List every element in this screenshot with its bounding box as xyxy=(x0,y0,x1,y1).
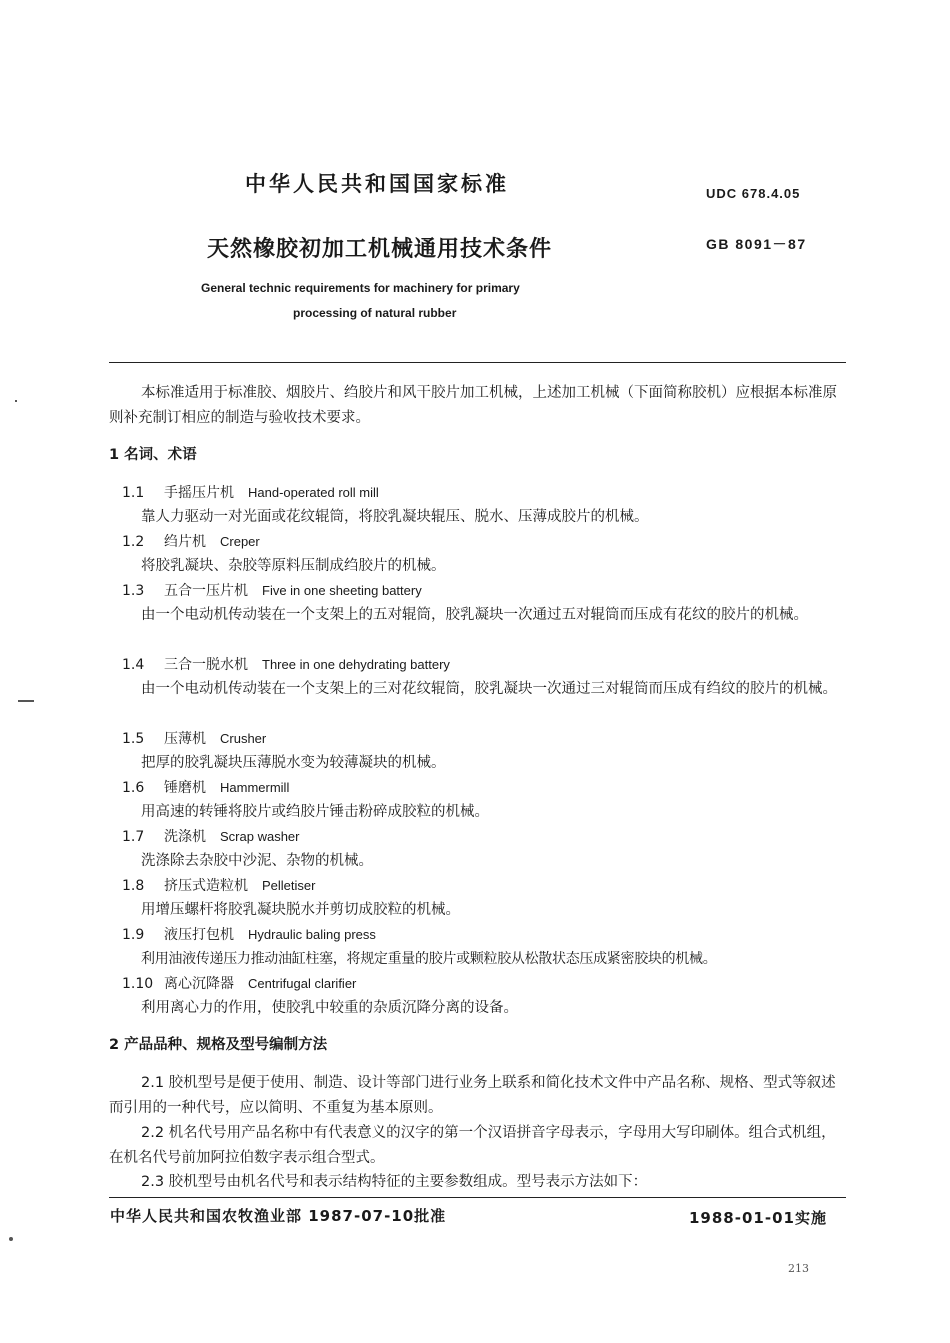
term-1-7-definition: 洗涤除去杂胶中沙泥、杂物的机械。 xyxy=(141,853,373,869)
page-number: 213 xyxy=(788,1262,809,1275)
term-1-7 xyxy=(122,824,859,850)
term-en: Pelletiser xyxy=(262,878,316,893)
term-en: Centrifugal clarifier xyxy=(248,976,357,991)
term-1-2 xyxy=(122,529,859,555)
term-number: 1.4 xyxy=(122,657,145,673)
term-1-5 xyxy=(122,726,859,752)
scan-speck xyxy=(9,1237,13,1241)
term-cn: 压薄机 xyxy=(164,731,206,747)
term-en: Hammermill xyxy=(220,780,290,795)
term-1-4 xyxy=(122,652,859,678)
term-1-4-definition: 由一个电动机传动装在一个支架上的三对花纹辊筒，胶乳凝块一次通过三对辊筒而压成有绉纹的胶片的机械。 xyxy=(141,681,837,697)
term-number: 1.9 xyxy=(122,927,145,943)
term-1-1-definition: 靠人力驱动一对光面或花纹辊筒，将胶乳凝块辊压、脱水、压薄成胶片的机械。 xyxy=(141,509,649,525)
intro-paragraph: 本标准适用于标准胶、烟胶片、绉胶片和风干胶片加工机械，上述加工机械（下面简称胶机）应根据本标准原则补充制订相应的制造与验收技术要求。 xyxy=(109,385,837,426)
term-1-2-definition: 将胶乳凝块、杂胶等原料压制成绉胶片的机械。 xyxy=(141,558,446,574)
term-cn: 绉片机 xyxy=(164,534,206,550)
term-cn: 洗涤机 xyxy=(164,829,206,845)
term-1-10-definition: 利用离心力的作用，使胶乳中较重的杂质沉降分离的设备。 xyxy=(141,1000,518,1016)
term-cn: 离心沉降器 xyxy=(164,976,234,992)
term-en: Five in one sheeting battery xyxy=(262,583,422,598)
term-en: Hand-operated roll mill xyxy=(248,485,379,500)
term-number: 1.5 xyxy=(122,731,145,747)
term-number: 1.8 xyxy=(122,878,145,894)
scan-speck xyxy=(15,400,17,402)
term-en: Three in one dehydrating battery xyxy=(262,657,450,672)
english-title-line-1: General technic requirements for machinery for primary xyxy=(201,281,520,295)
term-en: Creper xyxy=(220,534,260,549)
term-number: 1.7 xyxy=(122,829,145,845)
term-number: 1.6 xyxy=(122,780,145,796)
term-number: 1.3 xyxy=(122,583,145,599)
term-1-5-definition: 把厚的胶乳凝块压薄脱水变为较薄凝块的机械。 xyxy=(141,755,446,771)
clause-2-1: 2.1 胶机型号是便于使用、制造、设计等部门进行业务上联系和简化技术文件中产品名称、规格、型式等叙述而引用的一种代号，应以简明、不重复为基本原则。 xyxy=(109,1075,836,1116)
term-1-6-definition: 用高速的转锤将胶片或绉胶片锤击粉碎成胶粒的机械。 xyxy=(141,804,489,820)
term-1-1 xyxy=(122,480,859,506)
term-1-8 xyxy=(122,873,859,899)
footer-rule xyxy=(109,1197,846,1198)
term-en: Scrap washer xyxy=(220,829,300,844)
term-en: Hydraulic baling press xyxy=(248,927,376,942)
term-number: 1.1 xyxy=(122,485,145,501)
term-cn: 锤磨机 xyxy=(164,780,206,796)
term-en: Crusher xyxy=(220,731,267,746)
scan-mark xyxy=(18,700,34,702)
national-standard-heading: 中华人民共和国国家标准 xyxy=(245,172,509,196)
clause-2-3: 2.3 胶机型号由机名代号和表示结构特征的主要参数组成。型号表示方法如下： xyxy=(141,1174,648,1190)
section-1-heading: 1 名词、术语 xyxy=(109,447,197,463)
clause-2-2: 2.2 机名代号用产品名称中有代表意义的汉字的第一个汉语拼音字母表示，字母用大写印刷体。组合式机组，在机名代号前加阿拉伯数字表示组合型式。 xyxy=(109,1125,836,1166)
term-1-3 xyxy=(122,578,859,604)
effective-date: 1988-01-01实施 xyxy=(689,1209,827,1227)
term-cn: 手摇压片机 xyxy=(164,485,234,501)
term-1-6 xyxy=(122,775,859,801)
term-1-3-definition: 由一个电动机传动装在一个支架上的五对辊筒，胶乳凝块一次通过五对辊筒而压成有花纹的胶片的机械。 xyxy=(141,607,808,623)
approval-line: 中华人民共和国农牧渔业部 1987-07-10批准 xyxy=(110,1207,447,1225)
gb-number: GB 8091－87 xyxy=(706,236,807,252)
english-title-line-2: processing of natural rubber xyxy=(293,306,457,320)
term-number: 1.10 xyxy=(122,976,154,992)
term-1-8-definition: 用增压螺杆将胶乳凝块脱水并剪切成胶粒的机械。 xyxy=(141,902,460,918)
udc-code: UDC 678.4.05 xyxy=(706,186,801,201)
section-2-heading: 2 产品品种、规格及型号编制方法 xyxy=(109,1037,328,1053)
term-1-10 xyxy=(122,971,859,997)
term-number: 1.2 xyxy=(122,534,145,550)
term-cn: 挤压式造粒机 xyxy=(164,878,248,894)
term-1-9 xyxy=(122,922,859,948)
header-rule xyxy=(109,362,846,363)
term-1-9-definition: 利用油液传递压力推动油缸柱塞，将规定重量的胶片或颗粒胶从松散状态压成紧密胶块的机械。 xyxy=(141,951,717,967)
term-cn: 五合一压片机 xyxy=(164,583,248,599)
term-cn: 三合一脱水机 xyxy=(164,657,248,673)
document-title: 天然橡胶初加工机械通用技术条件 xyxy=(207,237,553,262)
term-cn: 液压打包机 xyxy=(164,927,234,943)
